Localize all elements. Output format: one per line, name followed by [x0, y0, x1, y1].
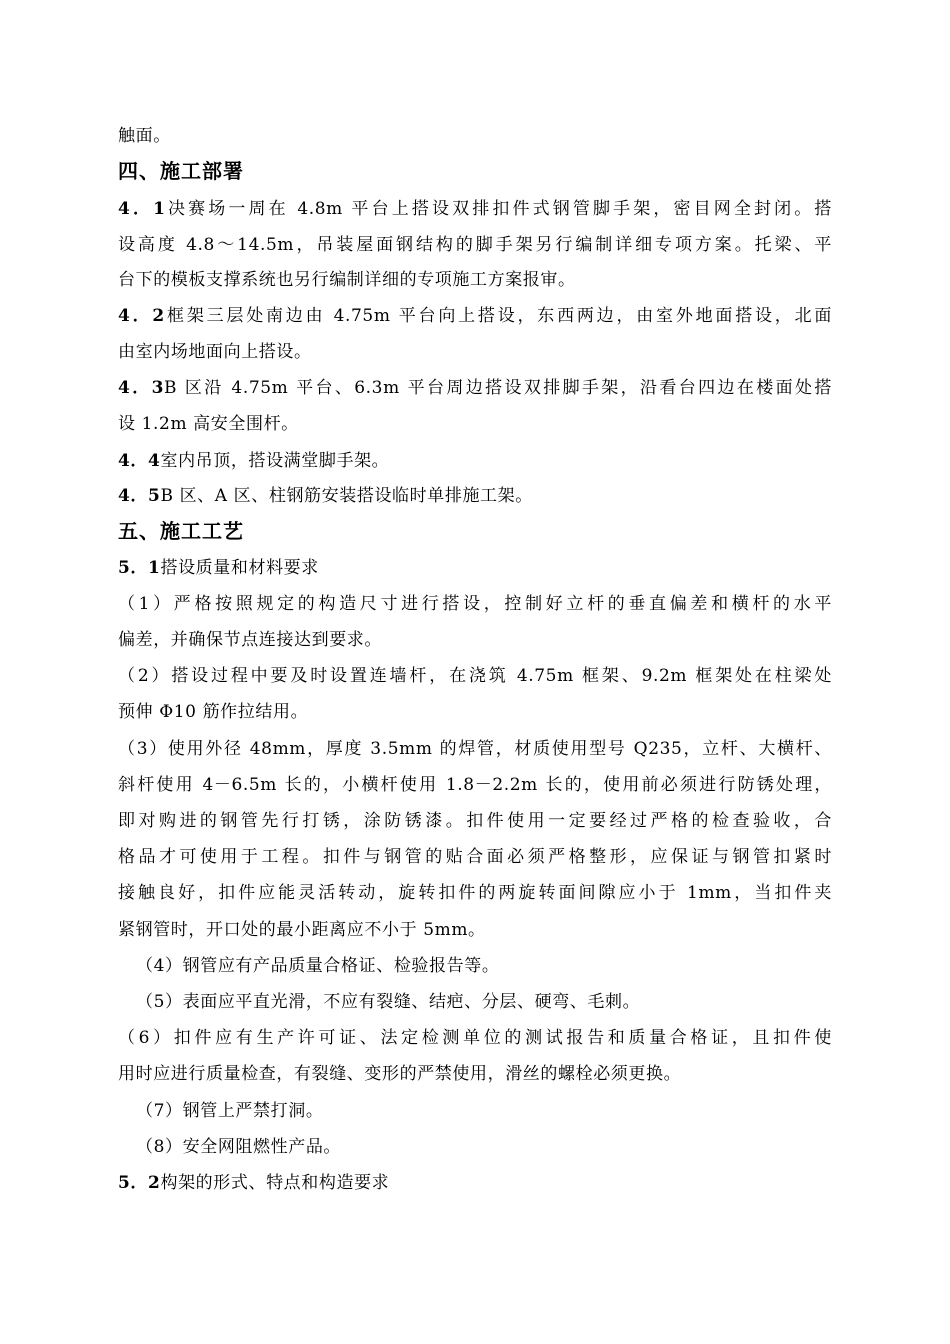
- section-heading-4: 四、施工部署: [118, 159, 244, 183]
- text-line: 由室内场地面向上搭设。: [118, 342, 312, 362]
- list-item-3: （3）使用外径 48mm，厚度 3.5mm 的焊管，材质使用型号 Q235，立杆、大横杆、: [118, 739, 832, 759]
- text-line: 预伸 Φ10 筋作拉结用。: [118, 702, 309, 722]
- text-line: 即对购进的钢管先行打锈，涂防锈漆。扣件使用一定要经过严格的检查验收，合: [118, 811, 832, 831]
- paragraph-4-4: 4．4室内吊顶，搭设满堂脚手架。: [118, 451, 390, 471]
- list-item-4: （4）钢管应有产品质量合格证、检验报告等。: [136, 956, 500, 976]
- item-number: 4．4: [118, 451, 161, 471]
- paragraph-4-3: 4．3B 区沿 4.75m 平台、6.3m 平台周边搭设双排脚手架，沿看台四边在楼面处搭: [118, 378, 832, 398]
- text-line: 格品才可使用于工程。扣件与钢管的贴合面必须严格整形，应保证与钢管扣紧时: [118, 847, 832, 867]
- item-number: 4．1: [118, 199, 166, 219]
- text-line: 触面。: [118, 126, 171, 146]
- item-number: 4．3: [118, 378, 165, 398]
- text-line: 偏差，并确保节点连接达到要求。: [118, 630, 382, 650]
- list-item-6: （6）扣件应有生产许可证、法定检测单位的测试报告和质量合格证，且扣件使: [118, 1028, 832, 1048]
- text-line: 用时应进行质量检查，有裂缝、变形的严禁使用，滑丝的螺栓必须更换。: [118, 1064, 682, 1084]
- text-line: 设高度 4.8～14.5m，吊装屋面钢结构的脚手架另行编制详细专项方案。托梁、平: [118, 235, 832, 255]
- paragraph-5-1: 5．1搭设质量和材料要求: [118, 558, 319, 578]
- section-heading-5: 五、施工工艺: [118, 519, 244, 543]
- list-item-1: （1）严格按照规定的构造尺寸进行搭设，控制好立杆的垂直偏差和横杆的水平: [118, 594, 832, 614]
- text-line: 接触良好，扣件应能灵活转动，旋转扣件的两旋转面间隙应小于 1mm，当扣件夹: [118, 883, 832, 903]
- paragraph-4-2: 4．2框架三层处南边由 4.75m 平台向上搭设，东西两边，由室外地面搭设，北面: [118, 306, 832, 326]
- text-line: 紧钢管时，开口处的最小距离应不小于 5mm。: [118, 920, 486, 940]
- item-number: 4．2: [118, 306, 165, 326]
- list-item-5: （5）表面应平直光滑，不应有裂缝、结疤、分层、硬弯、毛刺。: [136, 992, 641, 1012]
- item-number: 5．1: [118, 558, 161, 578]
- paragraph-5-2: 5．2构架的形式、特点和构造要求: [118, 1173, 390, 1193]
- list-item-8: （8）安全网阻燃性产品。: [136, 1137, 342, 1157]
- text-line: 设 1.2m 高安全围杆。: [118, 414, 299, 434]
- list-item-7: （7）钢管上严禁打洞。: [136, 1101, 324, 1121]
- text-line: 台下的模板支撑系统也另行编制详细的专项施工方案报审。: [118, 270, 576, 290]
- list-item-2: （2）搭设过程中要及时设置连墙杆，在浇筑 4.75m 框架、9.2m 框架处在柱梁处: [118, 666, 832, 686]
- item-number: 4．5: [118, 486, 161, 506]
- paragraph-4-5: 4．5B 区、A 区、柱钢筋安装搭设临时单排施工架。: [118, 486, 533, 506]
- text-line: 斜杆使用 4－6.5m 长的，小横杆使用 1.8－2.2m 长的，使用前必须进行防锈处理，: [118, 775, 832, 795]
- item-number: 5．2: [118, 1173, 161, 1193]
- paragraph-4-1: 4．1决赛场一周在 4.8m 平台上搭设双排扣件式钢管脚手架，密目网全封闭。搭: [118, 199, 832, 219]
